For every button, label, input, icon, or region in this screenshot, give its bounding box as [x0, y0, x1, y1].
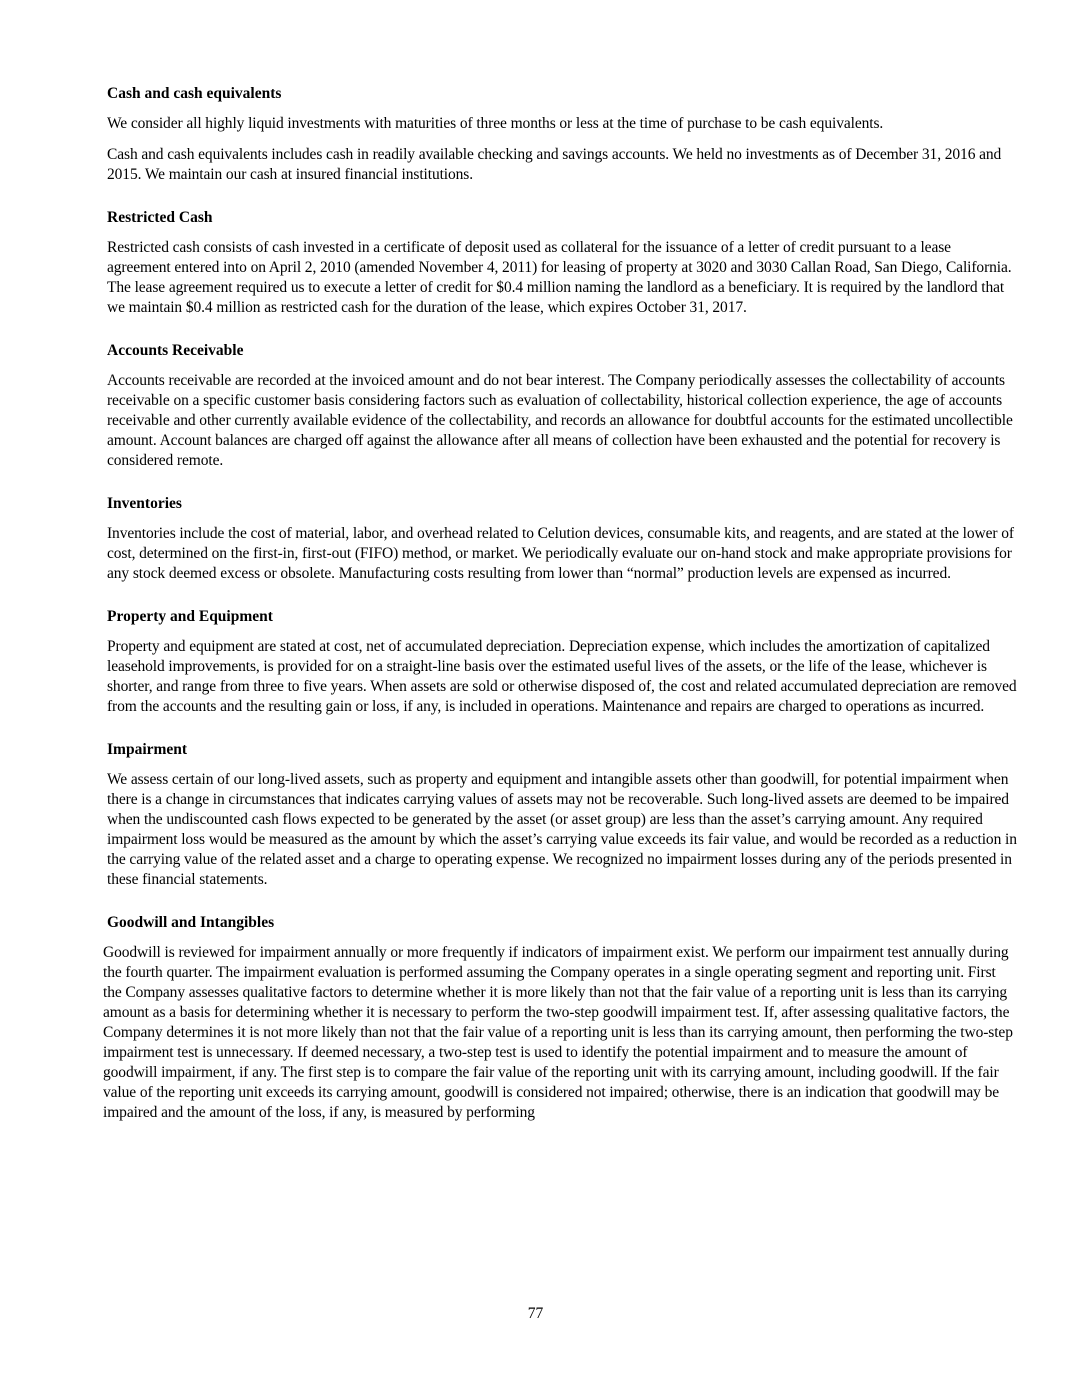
section-heading: Accounts Receivable [107, 342, 244, 359]
paragraph: Goodwill is reviewed for impairment annually or more frequently if indicators of impairment exist. We perform our impairment test annually during the fourth quarter. The impairment evaluation is performed assuming the Company operates in a single operating segment and reporting unit. First the Company assesses qualitative factors to determine whether it is more likely than not that the fair value of a reporting unit is less than its carrying amount as a basis for determining whether it is necessary to perform the two-step goodwill impairment test. If, after assessing qualitative factors, the Company determines it is not more likely than not that the fair value of a reporting unit is less than its carrying amount, then performing the two-step impairment test is unnecessary. If deemed necessary, a two-step test is used to identify the potential impairment and to measure the amount of goodwill impairment, if any. The first step is to compare the fair value of the reporting unit with its carrying amount, including goodwill. If the fair value of the reporting unit exceeds its carrying amount, goodwill is considered not impaired; otherwise, there is an indication that goodwill may be impaired and the amount of the loss, if any, is measured by performing [103, 944, 1013, 1121]
paragraph: Accounts receivable are recorded at the invoiced amount and do not bear interest. The Company periodically assesses the collectability of accounts receivable on a specific customer basis considering factors such as evaluation of collectability, historical collection experience, the age of accounts receivable and other currently available evidence of the collectability, and records an allowance for doubtful accounts for the estimated uncollectible amount. Account balances are charged off against the allowance after all means of collection have been exhausted and the potential for recovery is considered remote. [107, 372, 1013, 469]
paragraph: Inventories include the cost of material, labor, and overhead related to Celution devices, consumable kits, and reagents, and are stated at the lower of cost, determined on the first-in, first-out (FIFO) method, or market. We periodically evaluate our on-hand stock and make appropriate provisions for any stock deemed excess or obsolete. Manufacturing costs resulting from lower than “normal” production levels are expensed as incurred. [107, 525, 1014, 582]
section-inventories [107, 494, 1017, 584]
section-impairment [107, 740, 1017, 890]
section-accounts-receivable [107, 341, 1017, 471]
paragraph: Cash and cash equivalents includes cash in readily available checking and savings accounts. We held no investments as of December 31, 2016 and 2015. We maintain our cash at insured financial institutions. [107, 146, 1002, 183]
paragraph: We assess certain of our long-lived assets, such as property and equipment and intangible assets other than goodwill, for potential impairment when there is a change in circumstances that indicates carrying values of assets may not be recoverable. Such long-lived assets are deemed to be impaired when the undiscounted cash flows expected to be generated by the asset (or asset group) are less than the asset’s carrying amount. Any required impairment loss would be measured as the amount by which the asset’s carrying value exceeds its fair value, and would be recorded as a reduction in the carrying value of the related asset and a charge to operating expense. We recognized no impairment losses during any of the periods presented in these financial statements. [107, 771, 1017, 888]
paragraph: Restricted cash consists of cash invested in a certificate of deposit used as collateral for the issuance of a letter of credit pursuant to a lease agreement entered into on April 2, 2010 (amended November 4, 2011) for leasing of property at 3020 and 3030 Callan Road, San Diego, California. The lease agreement required us to execute a letter of credit for $0.4 million naming the landlord as a beneficiary. It is required by the landlord that we maintain $0.4 million as restricted cash for the duration of the lease, which expires October 31, 2017. [107, 239, 1012, 316]
section-heading: Property and Equipment [107, 608, 273, 625]
paragraph: Property and equipment are stated at cost, net of accumulated depreciation. Depreciation expense, which includes the amortization of capitalized leasehold improvements, is provided for on a straight-line basis over the estimated useful lives of the assets, or the life of the lease, whichever is shorter, and range from three to five years. When assets are sold or otherwise disposed of, the cost and related accumulated depreciation are removed from the accounts and the resulting gain or loss, if any, is included in operations. Maintenance and repairs are charged to operations as incurred. [107, 638, 1017, 715]
section-property-equipment [107, 607, 1017, 717]
section-cash-equivalents [107, 84, 1017, 185]
section-heading: Impairment [107, 741, 188, 758]
section-restricted-cash [107, 208, 1017, 318]
section-heading: Inventories [107, 495, 182, 512]
section-heading: Cash and cash equivalents [107, 85, 282, 102]
paragraph: We consider all highly liquid investments with maturities of three months or less at the time of purchase to be cash equivalents. [107, 115, 884, 132]
section-heading: Goodwill and Intangibles [107, 914, 275, 931]
page-content [103, 84, 1017, 1146]
section-heading: Restricted Cash [107, 209, 213, 226]
page-number: 77 [527, 1305, 544, 1322]
section-goodwill-intangibles [103, 913, 1017, 1123]
